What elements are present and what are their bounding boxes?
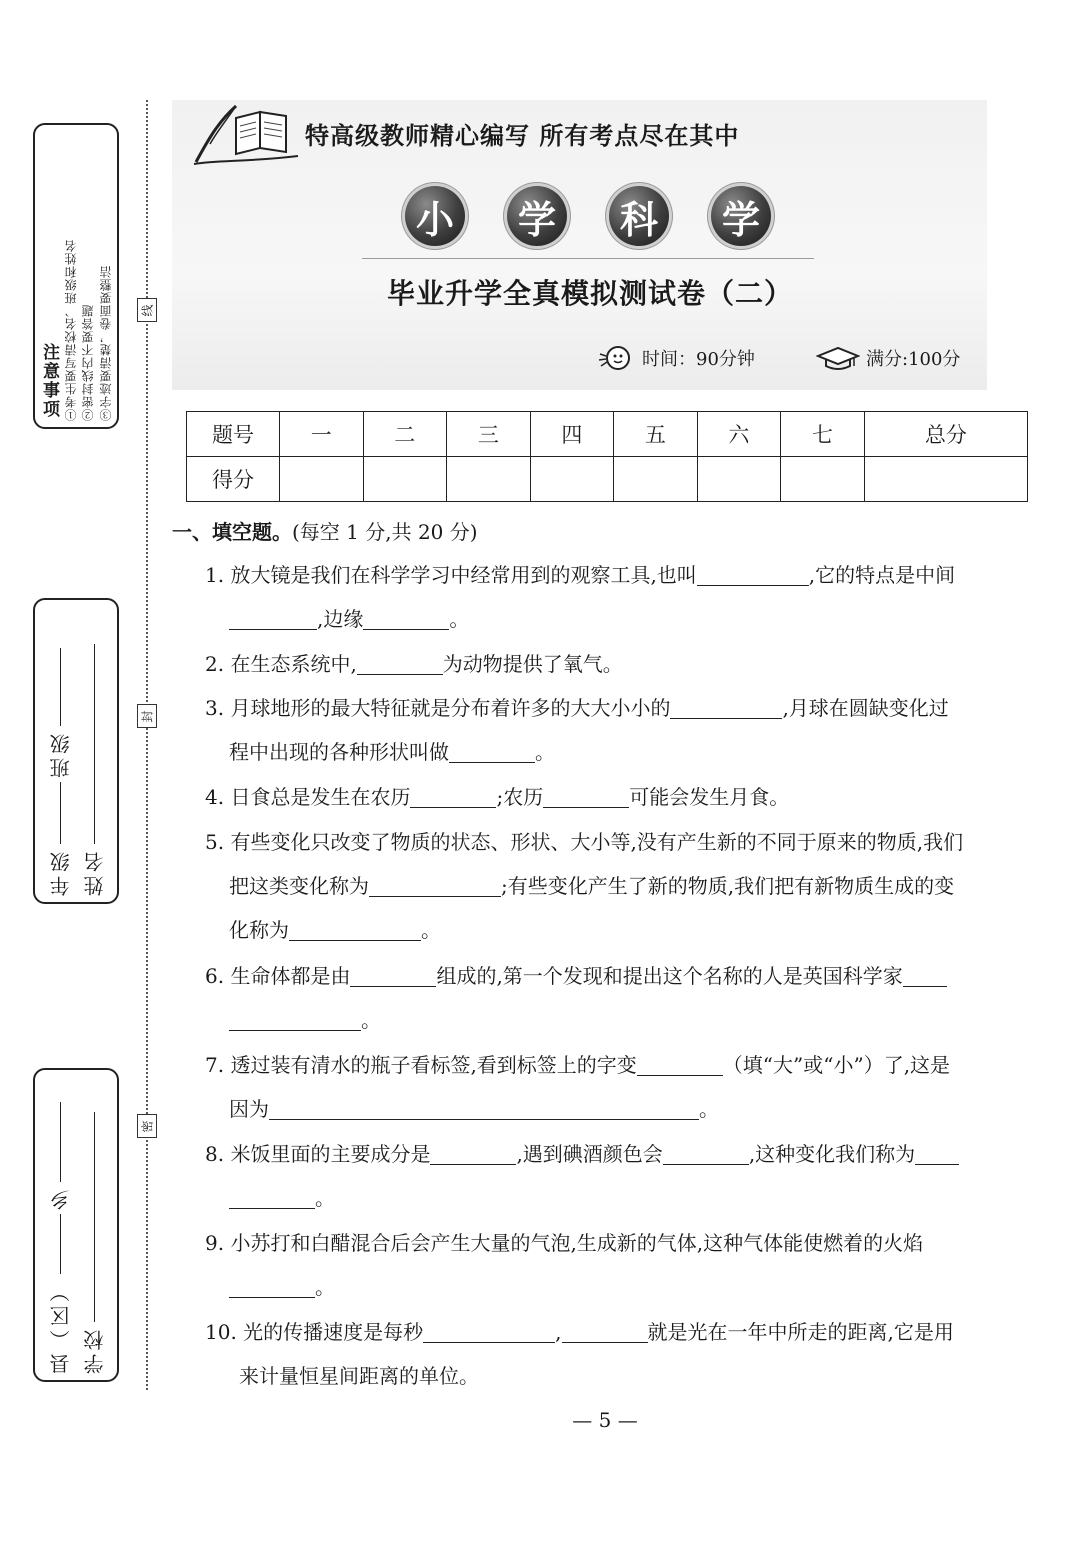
question-text: ,: [555, 1320, 562, 1344]
notice-lines: [63, 139, 115, 421]
question-text: ;有些变化产生了新的物质,我们把有新物质生成的变: [501, 874, 955, 898]
table-cell: 三: [447, 412, 531, 457]
name-blank[interactable]: [94, 644, 95, 844]
question-text: ;农历: [496, 785, 544, 809]
score-table-header-row: [187, 412, 1028, 457]
cut-mark-seal: 封: [137, 704, 157, 728]
question-text: 2. 在生态系统中,: [205, 652, 357, 676]
answer-blank[interactable]: [350, 960, 436, 987]
seal-dotted-line: [146, 100, 148, 1390]
answer-blank[interactable]: [449, 736, 535, 763]
section-1-note: (每空 1 分,共 20 分): [292, 520, 478, 544]
township-label: 乡: [48, 1186, 73, 1210]
question-7: [205, 1043, 1045, 1131]
answer-blank[interactable]: [229, 1271, 315, 1298]
question-text: 6. 生命体都是由: [205, 964, 351, 988]
question-8: [205, 1132, 1045, 1220]
subject-char-2: 学: [507, 186, 567, 246]
question-1: [205, 553, 1045, 641]
table-cell: 二: [363, 412, 447, 457]
subject-title: [405, 186, 771, 246]
question-text: 。: [421, 918, 441, 942]
section-1-heading: [172, 516, 478, 545]
question-6: [205, 954, 1045, 1042]
answer-blank[interactable]: [915, 1138, 959, 1165]
township-blank[interactable]: [60, 1102, 61, 1182]
score-table: [186, 411, 1028, 502]
clock-icon: [596, 344, 636, 372]
question-text: 。: [315, 1186, 335, 1210]
subject-char-3: 科: [609, 186, 669, 246]
score-input-cell[interactable]: [530, 457, 614, 502]
answer-blank[interactable]: [562, 1316, 648, 1343]
table-cell: 得分: [187, 457, 280, 502]
grade-class-column: [43, 606, 77, 896]
question-text: 1. 放大镜是我们在科学学习中经常用到的观察工具,也叫: [205, 563, 697, 587]
page-number: — 5 —: [572, 1408, 638, 1432]
question-3: [205, 686, 1045, 774]
slogan: 特高级教师精心编写 所有考点尽在其中: [305, 122, 740, 150]
answer-blank[interactable]: [269, 1093, 699, 1120]
question-text: ,月球在圆缺变化过: [782, 696, 949, 720]
county-township-column: [43, 1076, 77, 1374]
exam-time: [596, 344, 755, 372]
question-text: 。: [449, 607, 470, 631]
answer-blank[interactable]: [430, 1138, 516, 1165]
question-text: 10. 光的传播速度是每秒: [205, 1320, 424, 1344]
grade-blank[interactable]: [60, 782, 61, 844]
score-input-cell[interactable]: [280, 457, 364, 502]
score-input-cell[interactable]: [614, 457, 698, 502]
school-box: [33, 1068, 119, 1382]
subject-char-1: 小: [405, 186, 465, 246]
question-text: 5. 有些变化只改变了物质的状态、形状、大小等,没有产生新的不同于原来的物质,我们: [205, 830, 964, 854]
answer-blank[interactable]: [697, 559, 809, 586]
question-text: 组成的,第一个发现和提出这个名称的人是英国科学家: [436, 964, 903, 988]
question-text: 可能会发生月食。: [629, 785, 790, 809]
question-2: [205, 642, 1045, 686]
question-text: 。: [315, 1275, 335, 1299]
book-quill-icon: [188, 100, 303, 170]
exam-time-text: 时间：90分钟: [642, 349, 755, 370]
subject-char-4: 学: [711, 186, 771, 246]
answer-blank[interactable]: [357, 648, 443, 675]
answer-blank[interactable]: [369, 870, 501, 897]
notice-line-1: ①考生要写清校名、班级和姓名: [64, 239, 79, 421]
question-text: 把这类变化称为: [229, 874, 369, 898]
name-label: 姓名: [82, 848, 107, 896]
full-score-text: 满分:100分: [866, 349, 961, 370]
school-column: [77, 1076, 111, 1374]
question-text: 7. 透过装有清水的瓶子看标签,看到标签上的字变: [205, 1053, 637, 1077]
question-text: 3. 月球地形的最大特征就是分布着许多的大大小小的: [205, 696, 671, 720]
section-1-title: 一、填空题。: [172, 520, 292, 544]
score-input-cell[interactable]: [864, 457, 1027, 502]
question-text: （填“大”或“小”）了,这是: [722, 1053, 951, 1077]
question-text: 9. 小苏打和白醋混合后会产生大量的气泡,生成新的气体,这种气体能使燃着的火焰: [205, 1231, 924, 1255]
full-score: [816, 344, 960, 372]
county-blank[interactable]: [60, 1214, 61, 1274]
answer-blank[interactable]: [229, 603, 317, 630]
table-cell: 五: [614, 412, 698, 457]
table-cell: 题号: [187, 412, 280, 457]
notice-title: 注意事项: [39, 343, 59, 419]
question-text: 4. 日食总是发生在农历: [205, 785, 411, 809]
class-name-box: [33, 598, 119, 904]
question-text: 。: [361, 1008, 381, 1032]
question-text: ,遇到碘酒颜色会: [516, 1142, 663, 1166]
table-cell: 一: [280, 412, 364, 457]
county-label: 县（区）: [48, 1278, 73, 1374]
graduation-cap-icon: [816, 344, 860, 372]
question-text: 来计量恒星间距离的单位。: [239, 1364, 479, 1388]
answer-blank[interactable]: [670, 692, 782, 719]
answer-blank[interactable]: [423, 1316, 555, 1343]
table-cell: 总分: [864, 412, 1027, 457]
header-divider: [362, 258, 814, 259]
notice-line-3: ③字迹要清楚，卷面要整洁: [98, 265, 113, 421]
answer-blank[interactable]: [663, 1138, 749, 1165]
answer-blank[interactable]: [363, 603, 449, 630]
answer-blank[interactable]: [543, 781, 629, 808]
notice-title-wrap: [37, 135, 59, 419]
answer-blank[interactable]: [903, 960, 947, 987]
question-text: ,这种变化我们称为: [748, 1142, 916, 1166]
question-text: ,它的特点是中间: [808, 563, 956, 587]
question-text: 因为: [229, 1097, 269, 1121]
question-text: 8. 米饭里面的主要成分是: [205, 1142, 431, 1166]
score-input-cell[interactable]: [363, 457, 447, 502]
notice-line-2: ②密封线内不要答题: [81, 304, 96, 421]
question-text: ,边缘: [317, 607, 364, 631]
school-label: 学校: [82, 1326, 107, 1374]
table-cell: 七: [781, 412, 865, 457]
question-text: 化称为: [229, 918, 289, 942]
class-blank[interactable]: [60, 648, 61, 726]
answer-blank[interactable]: [229, 1182, 315, 1209]
name-column: [77, 606, 111, 896]
school-blank[interactable]: [94, 1112, 95, 1322]
grade-label: 年级: [48, 848, 73, 896]
score-table-score-row: [187, 457, 1028, 502]
answer-blank[interactable]: [410, 781, 496, 808]
score-input-cell[interactable]: [697, 457, 781, 502]
paper-title: 毕业升学全真模拟测试卷（二）: [386, 277, 793, 310]
table-cell: 四: [530, 412, 614, 457]
question-text: 。: [535, 740, 555, 764]
notice-box: [33, 123, 119, 429]
answer-blank[interactable]: [637, 1049, 723, 1076]
question-5: [205, 820, 1045, 952]
score-input-cell[interactable]: [447, 457, 531, 502]
question-text: 程中出现的各种形状叫做: [229, 740, 449, 764]
question-4: [205, 775, 1045, 819]
cut-mark-line: 线: [137, 298, 157, 322]
question-text: 就是光在一年中所走的距离,它是用: [647, 1320, 954, 1344]
answer-blank[interactable]: [229, 1004, 361, 1031]
question-9: [205, 1221, 1045, 1309]
class-label: 班级: [48, 730, 73, 778]
answer-blank[interactable]: [289, 914, 421, 941]
cut-mark-secret: 密: [137, 1114, 157, 1138]
question-10: [205, 1310, 1045, 1398]
question-text: 为动物提供了氧气。: [442, 652, 623, 676]
score-input-cell[interactable]: [781, 457, 865, 502]
table-cell: 六: [697, 412, 781, 457]
question-text: 。: [699, 1097, 719, 1121]
